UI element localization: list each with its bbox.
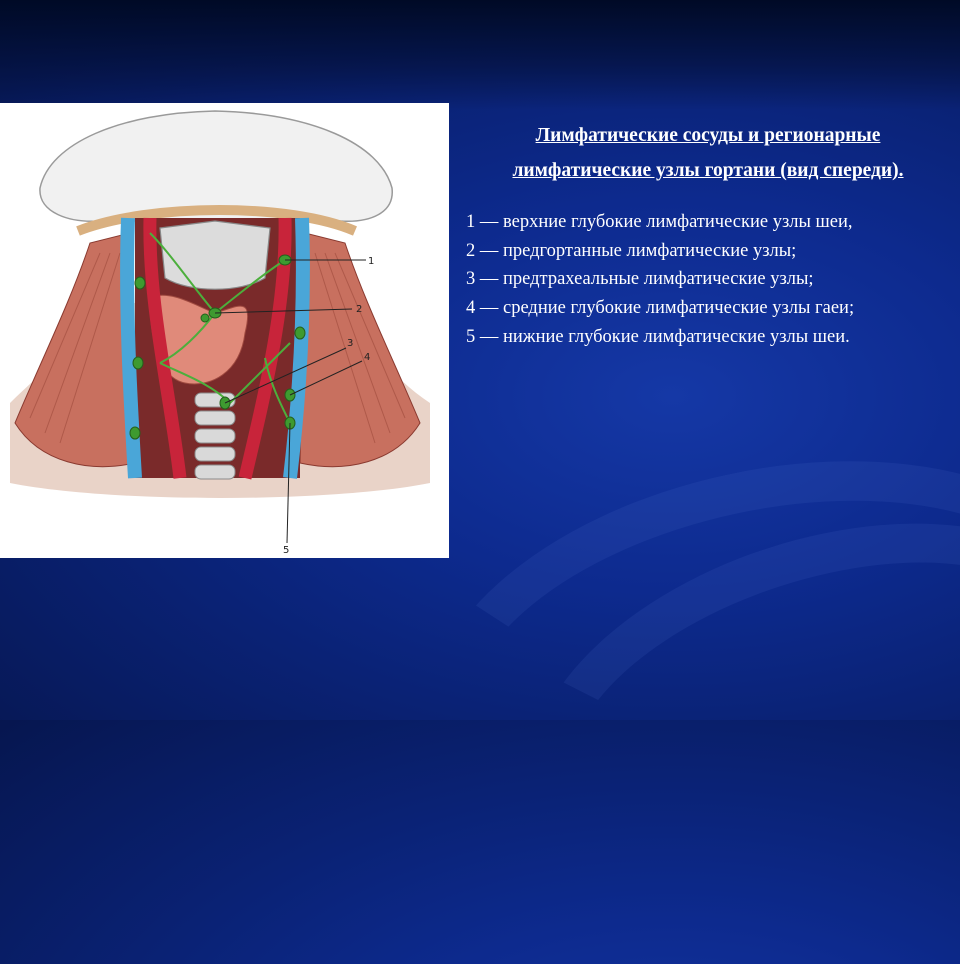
figure-label-5: 5 [283,545,290,556]
anatomy-figure [0,103,449,558]
legend-item-4: 4 — средние глубокие лимфатические узлы гаеи; [466,298,855,319]
legend-item-2: 2 — предгортанные лимфатические узлы; [466,240,797,261]
legend-item-5: 5 — нижние глубокие лимфатические узлы шеи. [466,326,850,347]
legend-item-3: 3 — предтрахеальные лимфатические узлы; [466,269,814,290]
top-shade [0,0,960,110]
thyroid-cartilage [160,221,270,289]
legend-list [466,208,950,352]
legend-item-1: 1 — верхние глубокие лимфатические узлы шеи, [466,212,853,232]
neck-lymph-illustration [0,103,449,558]
slide-title: Лимфатические сосуды и регионарные лимфатические узлы гортани (вид спереди). [512,125,904,181]
head-outline [40,111,392,221]
figure-label-3: 3 [347,338,354,349]
figure-label-4: 4 [364,352,371,363]
text-block [466,118,950,352]
figure-label-1: 1 [368,256,375,267]
figure-label-2: 2 [356,304,363,315]
